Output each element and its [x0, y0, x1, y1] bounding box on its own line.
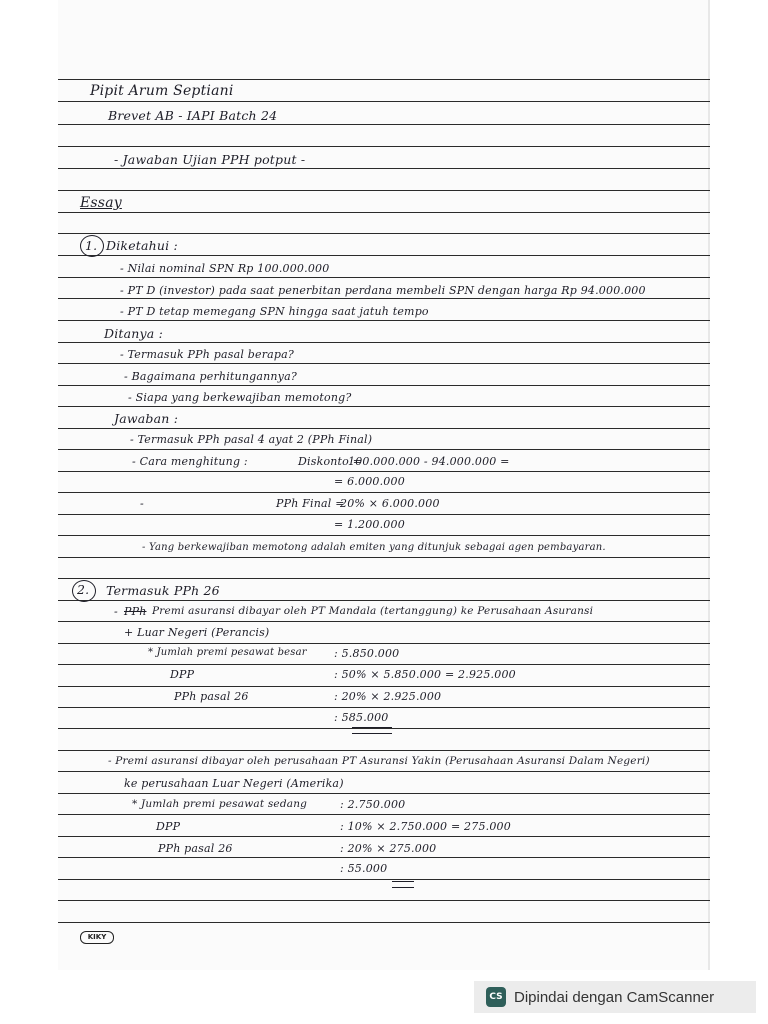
question-number-2: 2. — [77, 582, 90, 597]
ruled-line — [58, 492, 710, 493]
q2-b-dpp-value: : 10% × 2.750.000 = 275.000 — [340, 820, 511, 833]
ruled-line — [58, 277, 710, 278]
q2-a-premium-label: * Jumlah premi pesawat besar — [148, 647, 307, 658]
ruled-line — [58, 342, 710, 343]
q2-b-dpp-label: DPP — [156, 820, 181, 833]
page-title: - Jawaban Ujian PPH potput - — [114, 152, 306, 167]
ruled-line — [58, 535, 710, 536]
q2-b-premium-value: : 2.750.000 — [340, 798, 406, 811]
dash-marker-2: - — [114, 605, 118, 618]
q2-b-result: : 55.000 — [340, 862, 388, 875]
q2-a-dpp-value: : 50% × 5.850.000 = 2.925.000 — [334, 668, 516, 681]
ruled-line — [58, 922, 710, 923]
ruled-line — [58, 707, 710, 708]
student-name: Pipit Arum Septiani — [90, 83, 234, 99]
ruled-line — [58, 255, 710, 256]
ruled-line — [58, 750, 710, 751]
ruled-line — [58, 600, 710, 601]
camscanner-icon: CS — [486, 987, 506, 1007]
q2-b-line-1: - Premi asuransi dibayar oleh perusahaan PT Asuransi Yakin (Perusahaan Asuransi Dalam Negeri) — [108, 755, 650, 767]
q2-a-pph-value: : 20% × 2.925.000 — [334, 690, 442, 703]
ruled-line — [58, 514, 710, 515]
ditanya-label: Ditanya : — [104, 326, 164, 341]
asked-item-1: - Termasuk PPh pasal berapa? — [120, 348, 295, 361]
struck-word: PPh — [124, 605, 147, 618]
q2-b-premium-label: * Jumlah premi pesawat sedang — [132, 798, 308, 810]
discount-label: Diskonto = — [298, 455, 363, 468]
ruled-line — [58, 664, 710, 665]
asked-item-3: - Siapa yang berkewajiban memotong? — [128, 391, 352, 404]
ruled-line — [58, 814, 710, 815]
ruled-line — [58, 168, 710, 169]
known-item-3: - PT D tetap memegang SPN hingga saat jatuh tempo — [120, 305, 429, 318]
ruled-line — [58, 686, 710, 687]
q2-a-dpp-label: DPP — [170, 668, 195, 681]
ruled-line — [58, 578, 710, 579]
q2-a-line-1: Premi asuransi dibayar oleh PT Mandala (tertanggung) ke Perusahaan Asuransi — [152, 605, 594, 617]
ruled-line — [58, 857, 710, 858]
pph-final-label: PPh Final = — [276, 497, 345, 510]
discount-calc: 100.000.000 - 94.000.000 = — [348, 455, 510, 468]
ruled-line — [58, 146, 710, 147]
course-name: Brevet AB - IAPI Batch 24 — [108, 108, 278, 123]
ruled-line — [58, 836, 710, 837]
double-underline-b — [392, 881, 414, 888]
ruled-line — [58, 124, 710, 125]
known-item-2: - PT D (investor) pada saat penerbitan perdana membeli SPN dengan harga Rp 94.000.000 — [120, 284, 646, 297]
q2-a-result: : 585.000 — [334, 711, 389, 724]
ruled-line — [58, 471, 710, 472]
q2-b-pph-value: : 20% × 275.000 — [340, 842, 437, 855]
notebook-page — [58, 0, 710, 970]
ruled-line — [58, 101, 710, 102]
ruled-line — [58, 557, 710, 558]
dash-marker: - — [140, 497, 144, 510]
ruled-line — [58, 406, 710, 407]
section-heading: Essay — [80, 195, 122, 211]
ruled-line — [58, 900, 710, 901]
asked-item-2: - Bagaimana perhitungannya? — [124, 370, 297, 383]
q2-b-line-2: ke perusahaan Luar Negeri (Amerika) — [124, 777, 344, 790]
ruled-line — [58, 320, 710, 321]
ruled-line — [58, 363, 710, 364]
ruled-line — [58, 79, 710, 80]
ruled-line — [58, 879, 710, 880]
diketahui-label: Diketahui : — [106, 238, 178, 253]
pph-final-result: = 1.200.000 — [334, 518, 405, 531]
ruled-line — [58, 212, 710, 213]
ruled-line — [58, 190, 710, 191]
ruled-line — [58, 449, 710, 450]
ruled-line — [58, 385, 710, 386]
q2-title: Termasuk PPh 26 — [106, 583, 220, 598]
ruled-line — [58, 793, 710, 794]
pph-final-calc: 20% × 6.000.000 — [340, 497, 440, 510]
q2-a-premium-value: : 5.850.000 — [334, 647, 400, 660]
q2-a-pph-label: PPh pasal 26 — [174, 690, 249, 703]
ruled-line — [58, 621, 710, 622]
method-label: - Cara menghitung : — [132, 455, 248, 468]
ruled-line — [58, 771, 710, 772]
camscanner-watermark — [474, 981, 756, 1013]
notebook-brand-logo: KIKY — [80, 931, 114, 944]
question-number-1: 1. — [85, 238, 98, 253]
q2-a-line-2: + Luar Negeri (Perancis) — [124, 626, 270, 639]
answer-item-3: - Yang berkewajiban memotong adalah emiten yang ditunjuk sebagai agen pembayaran. — [142, 542, 606, 553]
q2-b-pph-label: PPh pasal 26 — [158, 842, 233, 855]
ruled-line — [58, 428, 710, 429]
ruled-line — [58, 233, 710, 234]
known-item-1: - Nilai nominal SPN Rp 100.000.000 — [120, 262, 330, 275]
jawaban-label: Jawaban : — [114, 411, 179, 426]
double-underline-a — [352, 727, 392, 734]
ruled-line — [58, 298, 710, 299]
answer-item-1: - Termasuk PPh pasal 4 ayat 2 (PPh Final) — [130, 433, 373, 446]
ruled-line — [58, 643, 710, 644]
camscanner-text: Dipindai dengan CamScanner — [514, 988, 715, 1006]
discount-result: = 6.000.000 — [334, 475, 405, 488]
